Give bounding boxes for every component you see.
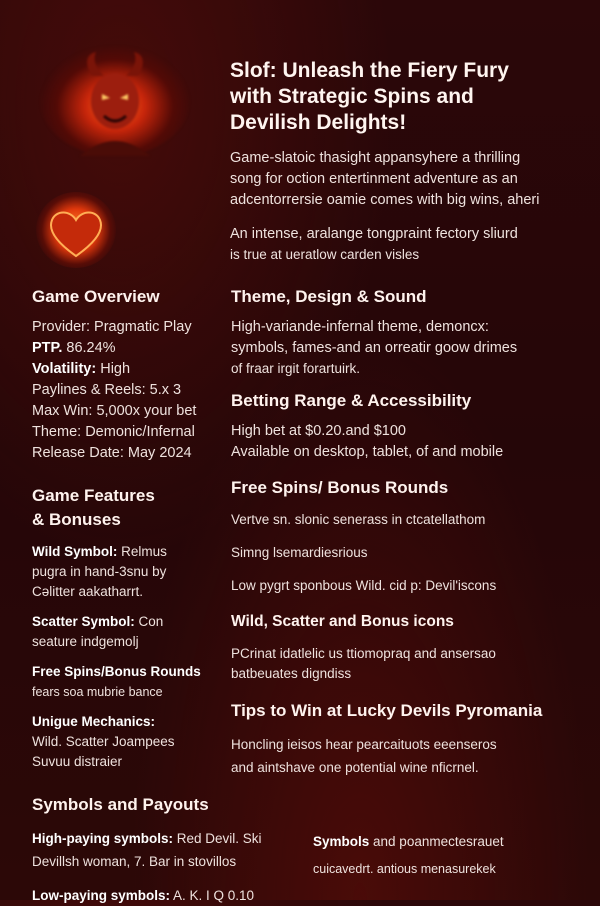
page-title: Slof: Unleash the Fiery Fury with Strategic Spins and Devilish Delights! bbox=[230, 59, 509, 134]
overview-item: PTP. 86.24% bbox=[32, 340, 116, 356]
hero-title-block bbox=[230, 58, 570, 136]
section-heading: Symbols and Payouts bbox=[32, 795, 209, 814]
feature-item: Wild Symbol: Relmus pugra in hand-3snu by Cəlitter aakatharrt. bbox=[32, 544, 167, 599]
feature-item: Scatter Symbol: Con seature indgemolj bbox=[32, 614, 164, 649]
flaming-heart-icon bbox=[36, 192, 116, 268]
hero-intro-secondary: An intense, aralange tongpraint fectory sliurd is true at ueratlow carden visles bbox=[230, 226, 518, 262]
devil-face-icon bbox=[40, 46, 190, 156]
free-spins-section: Free Spins/ Bonus Rounds Vertve sn. slonic senerass in ctcatellathom Simng lsemardiesrious Low pygrt sponbous Wild. cid p: Devil'iscons bbox=[231, 476, 581, 596]
game-overview-section bbox=[32, 285, 232, 464]
feature-item: Unigue Mechanics: Wild. Scatter Joampees Suvuu distraier bbox=[32, 714, 175, 769]
overview-item: Volatility: High bbox=[32, 361, 131, 377]
section-heading: Game Overview bbox=[32, 287, 160, 306]
hero-intro: Game-slatoic thasight appansyhere a thrilling song for oction entertinment adventure as an adcentorrersie oamie comes with big wins, aheri bbox=[230, 150, 540, 208]
overview-item: Release Date: May 2024 bbox=[32, 445, 192, 461]
features-section bbox=[32, 484, 227, 772]
wild-scatter-section: Wild, Scatter and Bonus icons PCrinat idatlelic us ttiomopraq and ansersao batbeuates digndiss bbox=[231, 610, 581, 684]
tips-section: Tips to Win at Lucky Devils Pyromania Honcling ieisos hear pearcaituots eeenseros and aintshave one potential wine nficrnel. bbox=[231, 699, 591, 778]
overview-item: Paylines & Reels: 5.x 3 bbox=[32, 382, 182, 398]
symbols-section: Symbols and Payouts High-paying symbols: Red Devil. Ski Devillsh woman, 7. Bar in stovillos Low-paying symbols: A. K. I Q 0.10 bbox=[32, 793, 312, 906]
overview-item: Provider: Pragmatic Play bbox=[32, 319, 192, 335]
overview-list bbox=[32, 317, 232, 464]
section-heading: Wild, Scatter and Bonus icons bbox=[231, 613, 454, 630]
feature-item: Free Spins/Bonus Rounds fears soa mubrie bance bbox=[32, 664, 201, 699]
section-heading: Betting Range & Accessibility bbox=[231, 391, 472, 410]
section-heading: Free Spins/ Bonus Rounds bbox=[231, 478, 449, 497]
section-heading: Tips to Win at Lucky Devils Pyromania bbox=[231, 701, 543, 720]
symbols-side-note: Symbols and poanmectesrauet cuicavedrt. antious menasurekek bbox=[313, 834, 504, 876]
section-heading: Theme, Design & Sound bbox=[231, 287, 427, 306]
betting-section: Betting Range & Accessibility High bet at $0.20.and $100 Available on desktop, tablet, of and mobile bbox=[231, 389, 581, 463]
section-heading: Game Features & Bonuses bbox=[32, 486, 155, 529]
overview-item: Max Win: 5,000x your bet bbox=[32, 403, 197, 419]
theme-section: Theme, Design & Sound High-variande-infernal theme, demoncx: symbols, fames-and an orreatir goow drimes of fraar irgit forartuirk. bbox=[231, 285, 581, 379]
overview-item: Theme: Demonic/Infernal bbox=[32, 424, 195, 440]
